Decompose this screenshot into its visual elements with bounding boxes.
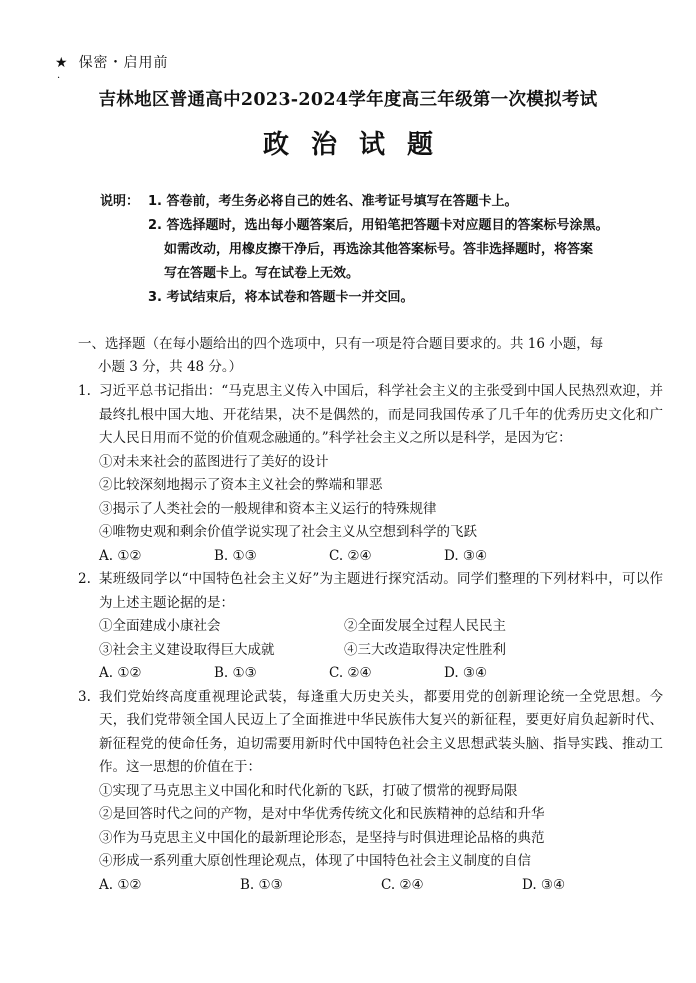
instruction-item: 3. 考试结束后，将本试卷和答题卡一并交回。 xyxy=(148,290,414,305)
option: ④三大改造取得决定性胜利 xyxy=(344,641,506,658)
option: ③作为马克思主义中国化的最新理论形态，是坚持与时俱进理论品格的典范 xyxy=(99,829,545,846)
option: ②是回答时代之问的产物，是对中华优秀传统文化和民族精神的总结和升华 xyxy=(99,806,545,822)
answer-choice: B. ①③ xyxy=(214,547,257,564)
question-2 xyxy=(78,568,663,686)
answer-choice: C. ②④ xyxy=(329,547,372,564)
confidential-label: 保密・启用前 xyxy=(78,55,169,71)
question-stem: 我们党始终高度重视理论武装，每逢重大历史关头，都要用党的创新理论统一全党思想。今天，我们党带领全国人民迈上了全面推进中华民族伟大复兴的新征程，要更好肩负起新时代、新征程党的使命任务，迫切需要用新时代中国特色社会主义思想武装头脑、指导实践、推动工作。这一思想的价值在于： xyxy=(99,688,663,775)
dot-mark: · xyxy=(57,73,61,84)
answer-choices xyxy=(99,662,663,686)
instruction-item: 写在答题卡上。写在试卷上无效。 xyxy=(164,266,360,281)
option: ④唯物史观和剩余价值学说实现了社会主义从空想到科学的飞跃 xyxy=(99,524,477,540)
question-3 xyxy=(78,686,663,898)
instructions-label: 说明： xyxy=(100,194,140,209)
instructions xyxy=(100,190,660,310)
option: ①对未来社会的蓝图进行了美好的设计 xyxy=(99,453,329,470)
answer-choice: A. ①② xyxy=(99,665,142,681)
instruction-item: 1. 答卷前，考生务必将自己的姓名、准考证号填写在答题卡上。 xyxy=(148,194,518,209)
option: ③社会主义建设取得巨大成就 xyxy=(99,641,275,658)
star-icon: ★ xyxy=(55,55,69,71)
section-line: 一、选择题（在每小题给出的四个选项中，只有一项是符合题目要求的。共 16 小题，每 xyxy=(78,336,604,352)
instruction-item: 2. 答选择题时，选出每小题答案后，用铅笔把答题卡对应题目的答案标号涂黑。 xyxy=(148,218,609,233)
answer-choice: C. ②④ xyxy=(381,876,424,893)
subject-title: 政治试题 xyxy=(262,130,455,160)
question-list xyxy=(78,380,663,897)
option: ②比较深刻地揭示了资本主义社会的弊端和罪恶 xyxy=(99,477,383,493)
answer-choice: D. ③④ xyxy=(444,665,488,681)
section-heading xyxy=(78,333,658,379)
question-1 xyxy=(78,380,663,568)
question-stem: 某班级同学以“中国特色社会主义好”为主题进行探究活动。同学们整理的下列材料中，可以作为上述主题论据的是： xyxy=(99,571,663,611)
answer-choice: D. ③④ xyxy=(444,547,488,564)
answer-choice: A. ①② xyxy=(99,876,142,893)
confidential-header xyxy=(55,52,169,72)
option: ①全面建成小康社会 xyxy=(99,618,221,634)
exam-title: 吉林地区普通高中2023-2024学年度高三年级第一次模拟考试 xyxy=(98,90,598,110)
answer-choice: A. ①② xyxy=(99,547,142,564)
option: ①实现了马克思主义中国化和时代化新的飞跃，打破了惯常的视野局限 xyxy=(99,782,518,799)
question-stem: 习近平总书记指出：“马克思主义传入中国后，科学社会主义的主张受到中国人民热烈欢迎，并最终扎根中国大地、开花结果，决不是偶然的，而是同我国传承了几千年的优秀历史文化和广大人民日用而不觉的价值观念融通的。”科学社会主义之所以是科学，是因为它： xyxy=(99,383,663,446)
answer-choice: B. ①③ xyxy=(214,665,257,681)
question-number: 1. xyxy=(78,383,91,399)
answer-choices xyxy=(99,545,663,569)
instruction-item: 如需改动，用橡皮擦干净后，再选涂其他答案标号。答非选择题时，将答案 xyxy=(164,242,594,257)
answer-choice: D. ③④ xyxy=(522,876,566,893)
section-line: 小题 3 分，共 48 分。） xyxy=(98,359,243,375)
option: ②全面发展全过程人民民主 xyxy=(344,618,506,634)
question-number: 3. xyxy=(78,688,91,705)
answer-choices xyxy=(99,874,663,898)
question-number: 2. xyxy=(78,571,91,587)
answer-choice: B. ①③ xyxy=(240,876,283,893)
option: ③揭示了人类社会的一般规律和资本主义运行的特殊规律 xyxy=(99,500,437,517)
option: ④形成一系列重大原创性理论观点，体现了中国特色社会主义制度的自信 xyxy=(99,853,531,869)
answer-choice: C. ②④ xyxy=(329,665,372,681)
